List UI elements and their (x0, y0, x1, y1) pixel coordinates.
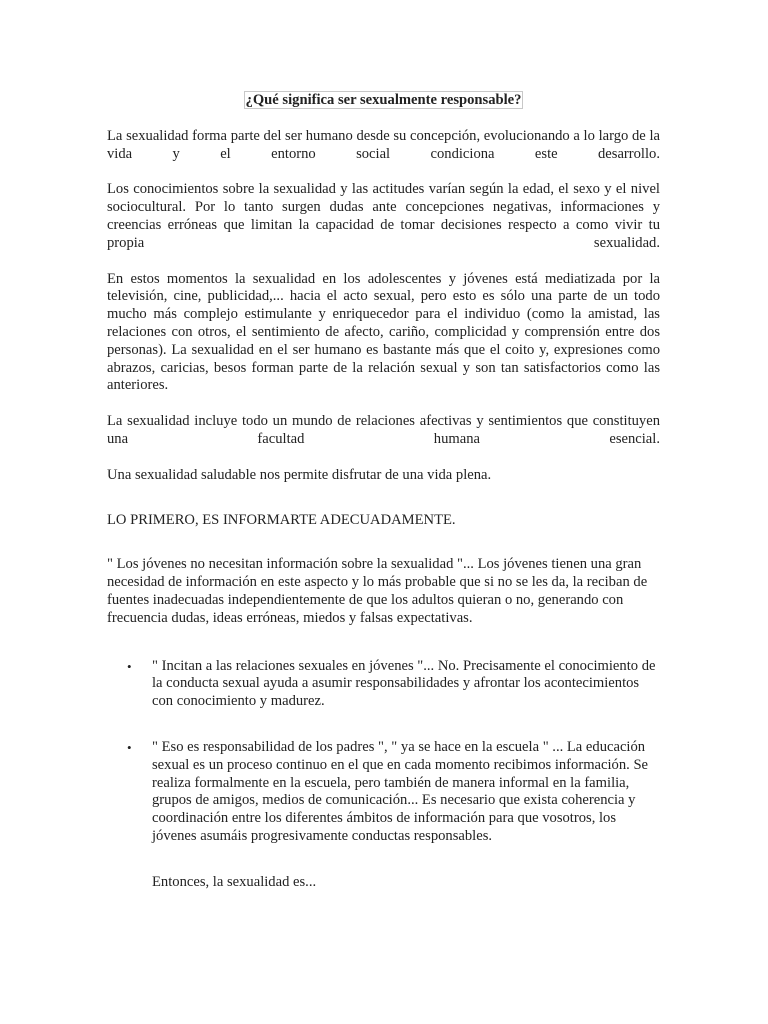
bullet-list (107, 658, 660, 846)
section-heading: LO PRIMERO, ES INFORMARTE ADECUADAMENTE. (107, 511, 456, 528)
document-title-text: ¿Qué significa ser sexualmente responsable? (245, 92, 522, 108)
paragraph-3: En estos momentos la sexualidad en los adolescentes y jóvenes está mediatizada por la televisión, cine, publicidad,... hacia el acto sexual, pero esto es sólo una parte de un todo mucho más complejo estimulante y enriquecedor para el individuo (como la amistad, las relaciones con otros, el sentimiento de afecto, cariño, complicidad y comprensión entre dos personas). La sexualidad en el ser humano es bastante más que el coito y, expresiones como abrazos, caricias, besos forman parte de la relación sexual y son tan satisfactorios como las anteriores. (107, 270, 660, 394)
intro-paragraph: " Los jóvenes no necesitan información sobre la sexualidad "... Los jóvenes tienen una gran necesidad de información en este aspecto y lo más probable que si no se les da, la reciban de fuentes inadecuadas independientemente de que los adultos quieran o no, generando con frecuencia dudas, ideas erróneas, miedos y falsas expectativas. (107, 556, 648, 626)
closing-line: Entonces, la sexualidad es... (152, 873, 317, 890)
list-item-text: " Eso es responsabilidad de los padres ", " ya se hace en la escuela " ... La educación sexual es un proceso continuo en el que en cada momento recibimos información. Se realiza formalmente en la escuela, pero también de manera informal en la familia, grupos de amigos, medios de comunicación... Es necesario que exista coherencia y coordinación entre los diferentes ámbitos de información para que vosotros, los jóvenes asumáis progresivamente conductas responsables. (152, 738, 649, 844)
bullet-icon: • (127, 658, 132, 674)
document-title (107, 92, 660, 110)
list-item (107, 739, 660, 846)
list-item-text: " Incitan a las relaciones sexuales en jóvenes "... No. Precisamente el conocimiento de la conducta sexual ayuda a asumir responsabilidades y afrontar los acontecimientos con conocimiento y madurez. (152, 657, 656, 710)
paragraph-4: La sexualidad incluye todo un mundo de relaciones afectivas y sentimientos que constituyen una facultad humana esencial. (107, 413, 660, 447)
list-item (107, 658, 660, 711)
bullet-icon: • (127, 739, 132, 755)
paragraph-5: Una sexualidad saludable nos permite disfrutar de una vida plena. (107, 466, 492, 483)
document-page (107, 92, 660, 892)
paragraph-1: La sexualidad forma parte del ser humano desde su concepción, evolucionando a lo largo de la vida y el entorno social condiciona este desarrollo. (107, 127, 660, 162)
paragraph-2: Los conocimientos sobre la sexualidad y las actitudes varían según la edad, el sexo y el nivel sociocultural. Por lo tanto surgen dudas ante concepciones negativas, informaciones y creencias erróneas que limitan la capacidad de tomar decisiones respecto a como vivir tu propia sexualidad. (107, 181, 660, 251)
